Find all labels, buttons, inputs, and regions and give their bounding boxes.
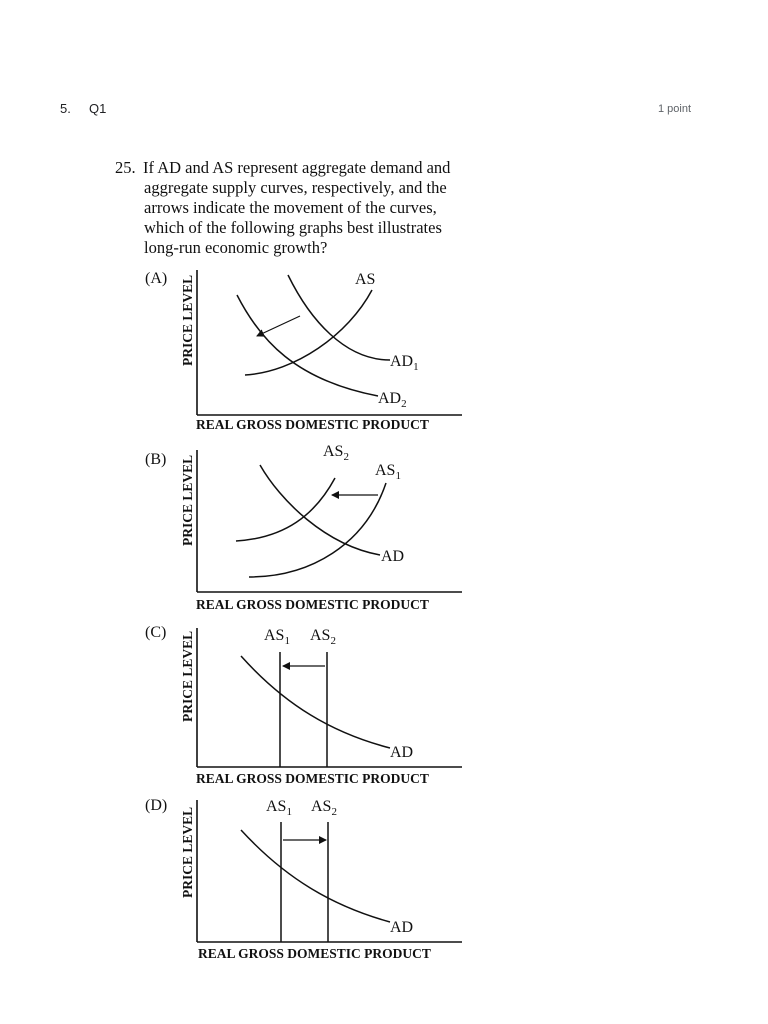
option-a-label: (A) (145, 270, 168, 287)
graph-a-x-label: REAL GROSS DOMESTIC PRODUCT (196, 417, 429, 432)
graph-d-y-label: PRICE LEVEL (180, 806, 195, 898)
stem-line-5: long-run economic growth? (144, 238, 328, 257)
graph-b-as1-label: $AS_1$ (375, 462, 401, 482)
graph-c-as1-label: $AS_1$ (264, 627, 290, 647)
graphs-svg (110, 150, 550, 980)
stem-line-2: aggregate supply curves, respectively, and the (144, 178, 447, 197)
graph-a-ad1-label: $AD_1$ (390, 353, 419, 373)
graph-b-as2-label: $AS_2$ (323, 443, 349, 463)
stem-line-4: which of the following graphs best illustrates (144, 218, 442, 237)
graph-c-y-label: PRICE LEVEL (180, 630, 195, 722)
graph-c-ad-curve (241, 656, 390, 748)
graph-a-ad2-label: $AD_2$ (378, 390, 407, 410)
stem-number: 25. (115, 158, 136, 177)
graph-b (145, 443, 462, 612)
graph-b-as1-curve (249, 483, 386, 577)
graph-c-ad-label: AD (390, 744, 414, 761)
graph-a (145, 270, 462, 432)
graph-b-x-label: REAL GROSS DOMESTIC PRODUCT (196, 597, 429, 612)
question-title: Q1 (89, 101, 107, 116)
stem-line-1: If AD and AS represent aggregate demand and (143, 158, 451, 177)
question-number: 5. (60, 101, 71, 116)
graph-b-ad-curve (260, 465, 380, 555)
question-points: 1 point (657, 103, 691, 115)
option-d-label: (D) (145, 797, 168, 814)
graph-b-ad-label: AD (381, 548, 405, 565)
graph-d-x-label: REAL GROSS DOMESTIC PRODUCT (198, 946, 431, 961)
graph-a-y-label: PRICE LEVEL (180, 274, 195, 366)
graph-a-ad2-curve (237, 295, 378, 396)
graph-a-as-label: AS (355, 271, 376, 288)
graph-d-as1-label: $AS_1$ (266, 798, 292, 818)
graph-d-as2-label: $AS_2$ (311, 798, 337, 818)
question-image (110, 150, 550, 980)
stem-line-3: arrows indicate the movement of the curves, (144, 198, 437, 217)
graph-a-shift-arrow (257, 316, 300, 336)
graph-b-y-label: PRICE LEVEL (180, 454, 195, 546)
option-c-label: (C) (145, 624, 167, 641)
graph-d-ad-curve (241, 830, 390, 922)
graph-c-x-label: REAL GROSS DOMESTIC PRODUCT (196, 771, 429, 786)
option-b-label: (B) (145, 451, 167, 468)
graph-d-ad-label: AD (390, 919, 414, 936)
graph-d (145, 797, 462, 961)
graph-c (145, 624, 462, 786)
graph-c-as2-label: $AS_2$ (310, 627, 336, 647)
graph-b-as2-curve (236, 478, 335, 541)
